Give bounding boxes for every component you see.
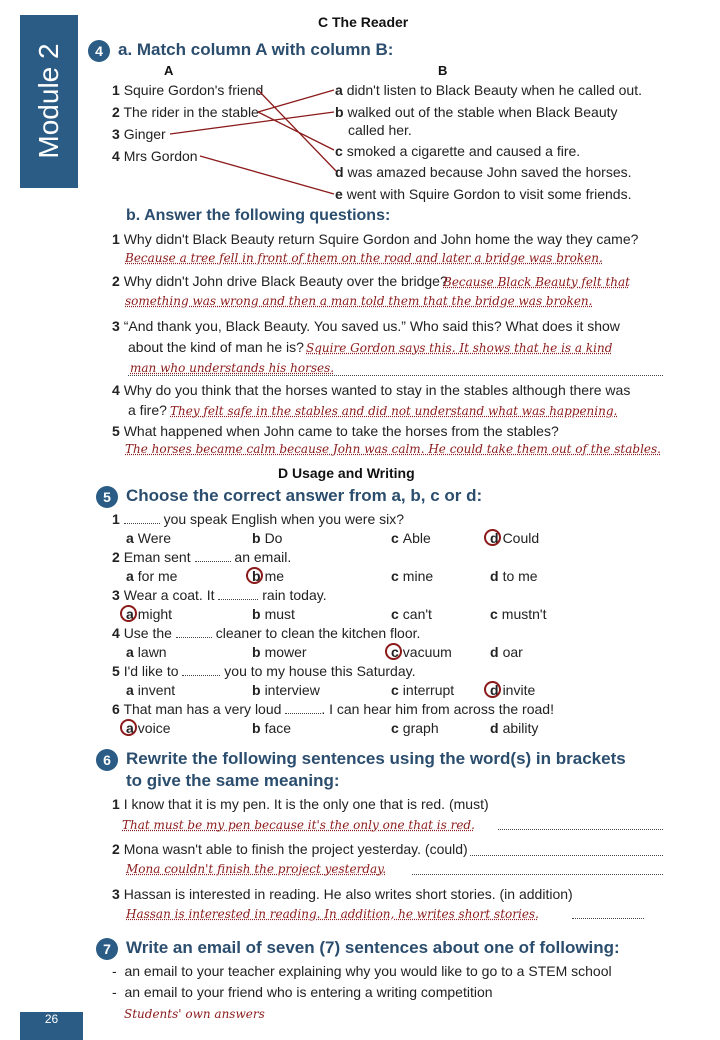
bullet-item: - an email to your teacher explaining why you would like to go to a STEM school (112, 963, 612, 979)
col-b-item: e went with Squire Gordon to visit some friends. (335, 186, 632, 202)
question: 3 “And thank you, Black Beauty. You saved us.” Who said this? What does it show (112, 318, 620, 334)
option[interactable]: a invent (126, 682, 176, 698)
col-a-item: 1 Squire Gordon's friend (112, 82, 264, 98)
mc-question: 4 Use the cleaner to clean the kitchen floor. (112, 625, 421, 641)
match-line (200, 156, 334, 194)
handwritten-answer: Mona couldn't finish the project yesterday. (126, 862, 387, 876)
bullet-item: - an email to your friend who is entering a writing competition (112, 984, 493, 1000)
option[interactable]: a might (126, 606, 173, 622)
exercise-4b-title: b. Answer the following questions: (126, 207, 391, 224)
section-d-title: D Usage and Writing (278, 465, 415, 481)
section-c-title: C The Reader (318, 14, 409, 30)
col-a-item: 4 Mrs Gordon (112, 148, 198, 164)
option[interactable]: c can't (391, 606, 432, 622)
option[interactable]: c interrupt (391, 682, 455, 698)
mc-question: 1 you speak English when you were six? (112, 511, 405, 527)
handwritten-answer: man who understands his horses. (130, 361, 335, 375)
module-label: Module 2 (33, 43, 64, 159)
question-cont: a fire? (128, 402, 167, 418)
handwritten-answer: The horses became calm because John was calm. He could take them out of the stables. (125, 442, 661, 456)
option[interactable]: d oar (490, 644, 523, 660)
exercise-6-badge: 6 (96, 749, 118, 771)
handwritten-answer: something was wrong and then a man told them that the bridge was broken. (125, 294, 593, 308)
option[interactable]: b interview (252, 682, 320, 698)
question-cont: about the kind of man he is? (128, 339, 304, 355)
answer-line (470, 855, 663, 856)
match-line (258, 112, 334, 150)
option[interactable]: d invite (490, 682, 536, 698)
option[interactable]: d ability (490, 720, 539, 736)
answer-circle (246, 567, 263, 584)
col-b-item-cont: called her. (348, 122, 412, 138)
exercise-4a-title: a. Match column A with column B: (118, 40, 394, 59)
option[interactable]: d to me (490, 568, 538, 584)
handwritten-answer: They felt safe in the stables and did not understand what was happening. (170, 404, 618, 418)
question: 1 Why didn't Black Beauty return Squire Gordon and John home the way they came? (112, 231, 639, 247)
col-b-item: d was amazed because John saved the horses. (335, 164, 632, 180)
answer-circle (385, 643, 402, 660)
exercise-5-title: Choose the correct answer from a, b, c or d: (126, 486, 483, 505)
exercise-6-title-cont: to give the same meaning: (126, 771, 340, 790)
exercise-7-badge: 7 (96, 938, 118, 960)
option[interactable]: c mine (391, 568, 434, 584)
rewrite-question: 1 I know that it is my pen. It is the only one that is red. (must) (112, 796, 489, 812)
answer-circle (120, 605, 137, 622)
option[interactable]: c vacuum (391, 644, 452, 660)
handwritten-answer: Because a tree fell in front of them on the road and later a bridge was broken. (125, 251, 603, 265)
option[interactable]: c Able (391, 530, 431, 546)
mc-question: 2 Eman sent an email. (112, 549, 292, 565)
option[interactable]: b mower (252, 644, 307, 660)
module-side-tab (20, 15, 78, 188)
handwritten-answer: That must be my pen because it's the only one that is red. (122, 818, 475, 832)
match-line (258, 90, 336, 171)
option[interactable]: a for me (126, 568, 178, 584)
exercise-5-badge: 5 (96, 486, 118, 508)
col-a-item: 3 Ginger (112, 126, 166, 142)
rewrite-question: 3 Hassan is interested in reading. He also writes short stories. (in addition) (112, 886, 573, 902)
col-b-item: a didn't listen to Black Beauty when he called out. (335, 82, 642, 98)
option[interactable]: a voice (126, 720, 171, 736)
handwritten-answer: Students' own answers (124, 1007, 265, 1021)
rewrite-question: 2 Mona wasn't able to finish the project yesterday. (could) (112, 841, 468, 857)
col-a-item: 2 The rider in the stable (112, 104, 259, 120)
col-b-item: b walked out of the stable when Black Beauty (335, 104, 618, 120)
handwritten-answer: Because Black Beauty felt that (443, 275, 630, 289)
option[interactable]: a lawn (126, 644, 167, 660)
option[interactable]: b Do (252, 530, 283, 546)
question: 5 What happened when John came to take the horses from the stables? (112, 423, 559, 439)
option[interactable]: b face (252, 720, 292, 736)
mc-question: 6 That man has a very loud . I can hear him from across the road! (112, 701, 554, 717)
column-b-label: B (438, 63, 448, 78)
answer-line (572, 918, 644, 919)
option[interactable]: b me (252, 568, 285, 584)
answer-circle (120, 719, 137, 736)
answer-circle (484, 681, 501, 698)
col-b-item: c smoked a cigarette and caused a fire. (335, 143, 581, 159)
option[interactable]: b must (252, 606, 295, 622)
exercise-6-title: Rewrite the following sentences using the word(s) in brackets (126, 749, 626, 768)
mc-question: 3 Wear a coat. It rain today. (112, 587, 327, 603)
answer-line (128, 375, 663, 376)
answer-line (498, 829, 663, 830)
match-line (258, 90, 334, 112)
exercise-7-title: Write an email of seven (7) sentences about one of following: (126, 938, 620, 957)
handwritten-answer: Squire Gordon says this. It shows that he is a kind (306, 341, 613, 355)
column-a-label: A (164, 63, 174, 78)
answer-line (412, 874, 663, 875)
answer-circle (484, 529, 501, 546)
exercise-4-badge: 4 (88, 40, 110, 62)
mc-question: 5 I'd like to you to my house this Saturday. (112, 663, 416, 679)
option[interactable]: d Could (490, 530, 540, 546)
handwritten-answer: Hassan is interested in reading. In addition, he writes short stories. (126, 907, 539, 921)
option[interactable]: c mustn't (490, 606, 547, 622)
question: 2 Why didn't John drive Black Beauty over the bridge? (112, 273, 448, 289)
option[interactable]: c graph (391, 720, 439, 736)
page-number: 26 (20, 1012, 83, 1040)
option[interactable]: a Were (126, 530, 171, 546)
question: 4 Why do you think that the horses wanted to stay in the stables although there was (112, 382, 631, 398)
